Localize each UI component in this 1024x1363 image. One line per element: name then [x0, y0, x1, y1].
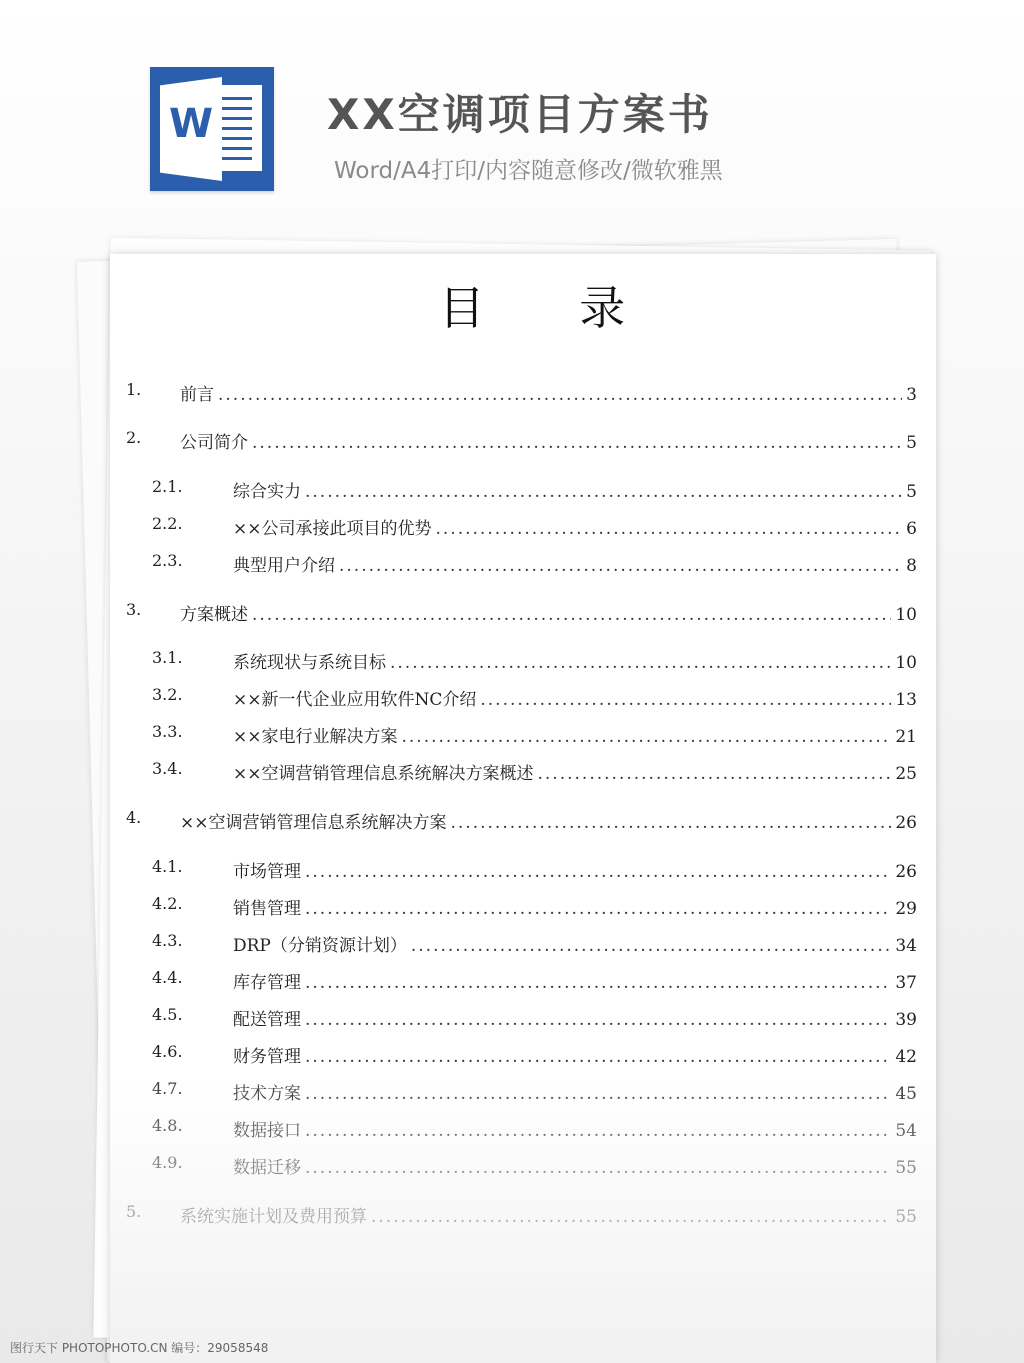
toc-dot-leader [305, 899, 891, 919]
toc-entry-number: 2. [126, 428, 142, 447]
toc-entry-number: 1. [126, 380, 142, 399]
toc-entry-number: 4.6. [152, 1042, 183, 1061]
toc-entry-page: 37 [895, 973, 917, 993]
toc-entry-number: 3.2. [152, 685, 183, 704]
toc-entry-label: 配送管理 [233, 1010, 301, 1030]
toc-entry-page: 13 [895, 690, 917, 710]
toc-entry[interactable] [152, 551, 917, 577]
toc-entry-number: 3.4. [152, 759, 183, 778]
toc-entry-label: 数据迁移 [233, 1158, 301, 1178]
toc-entry[interactable] [152, 759, 917, 785]
toc-entry-page: 3 [906, 385, 917, 405]
toc-entry-label: 财务管理 [233, 1047, 301, 1067]
toc-entry-page: 25 [895, 764, 917, 784]
toc-entry-page: 10 [895, 605, 917, 625]
toc-entry-label: ××空调营销管理信息系统解决方案概述 [233, 764, 534, 784]
toc-dot-leader [436, 519, 903, 539]
toc-entry-label: 系统现状与系统目标 [233, 653, 386, 673]
toc-entry-page: 5 [906, 482, 917, 502]
toc-dot-leader [305, 973, 891, 993]
toc-entry[interactable] [152, 1005, 917, 1031]
toc-entry[interactable] [152, 1116, 917, 1142]
toc-entry[interactable] [152, 685, 917, 711]
toc-entry-label: 系统实施计划及费用预算 [180, 1207, 367, 1227]
toc-entry[interactable] [126, 428, 917, 454]
toc-entry-page: 8 [906, 556, 917, 576]
toc-entry-number: 3. [126, 600, 142, 619]
toc-dot-leader [305, 482, 902, 502]
toc-entry-number: 4.8. [152, 1116, 183, 1135]
toc-entry-number: 5. [126, 1202, 142, 1221]
toc-entry-number: 2.2. [152, 514, 183, 533]
toc-entry[interactable] [152, 857, 917, 883]
toc-dot-leader [305, 862, 891, 882]
toc-entry-label: ××公司承接此项目的优势 [233, 519, 432, 539]
toc-entry-page: 54 [895, 1121, 917, 1141]
toc-entry-number: 4. [126, 808, 142, 827]
toc-entry-label: 技术方案 [233, 1084, 301, 1104]
toc-entry[interactable] [152, 514, 917, 540]
toc-entry-number: 4.3. [152, 931, 183, 950]
toc-entry-label: ××新一代企业应用软件NC介绍 [233, 690, 477, 710]
toc-entry-page: 5 [906, 433, 917, 453]
toc-title: 目 录 [438, 281, 666, 335]
toc-dot-leader [402, 727, 892, 747]
toc-entry-page: 21 [895, 727, 917, 747]
toc-dot-leader [411, 936, 891, 956]
toc-entry-label: ××空调营销管理信息系统解决方案 [180, 813, 447, 833]
toc-dot-leader [371, 1207, 891, 1227]
toc-entry-page: 29 [895, 899, 917, 919]
toc-entry[interactable] [126, 808, 917, 834]
toc-entry-number: 4.4. [152, 968, 183, 987]
toc-dot-leader [252, 433, 902, 453]
toc-dot-leader [305, 1047, 891, 1067]
toc-entry-number: 4.7. [152, 1079, 183, 1098]
toc-entry-number: 4.2. [152, 894, 183, 913]
toc-entry[interactable] [126, 1202, 917, 1228]
toc-entry[interactable] [152, 968, 917, 994]
toc-entry[interactable] [152, 894, 917, 920]
toc-entry-label: 销售管理 [233, 899, 301, 919]
toc-entry-label: 市场管理 [233, 862, 301, 882]
toc-entry-number: 3.3. [152, 722, 183, 741]
toc-entry-label: 库存管理 [233, 973, 301, 993]
toc-dot-leader [390, 653, 891, 673]
toc-entry-label: 前言 [180, 385, 214, 405]
toc-entry-label: 公司简介 [180, 433, 248, 453]
toc-entry-number: 3.1. [152, 648, 183, 667]
page-title: XX空调项目方案书 [327, 90, 713, 139]
toc-entry-number: 4.5. [152, 1005, 183, 1024]
toc-entry-number: 2.3. [152, 551, 183, 570]
toc-entry-number: 2.1. [152, 477, 183, 496]
toc-entry-number: 4.9. [152, 1153, 183, 1172]
toc-entry-page: 34 [895, 936, 917, 956]
toc-entry[interactable] [152, 648, 917, 674]
toc-entry-label: DRP（分销资源计划） [233, 936, 407, 956]
toc-entry-number: 4.1. [152, 857, 183, 876]
toc-entry-label: 方案概述 [180, 605, 248, 625]
toc-entry[interactable] [152, 477, 917, 503]
toc-entry-label: ××家电行业解决方案 [233, 727, 398, 747]
toc-entry-page: 55 [895, 1158, 917, 1178]
toc-entry[interactable] [152, 1153, 917, 1179]
toc-dot-leader [339, 556, 902, 576]
toc-entry-label: 典型用户介绍 [233, 556, 335, 576]
toc-dot-leader [305, 1158, 891, 1178]
toc-entry-label: 综合实力 [233, 482, 301, 502]
toc-entry-label: 数据接口 [233, 1121, 301, 1141]
toc-entry[interactable] [126, 600, 917, 626]
toc-entry[interactable] [152, 1042, 917, 1068]
toc-entry-page: 45 [895, 1084, 917, 1104]
toc-dot-leader [451, 813, 892, 833]
toc-entry[interactable] [152, 1079, 917, 1105]
toc-dot-leader [305, 1084, 891, 1104]
toc-entry-page: 42 [895, 1047, 917, 1067]
toc-entry-page: 26 [895, 813, 917, 833]
toc-entry-page: 26 [895, 862, 917, 882]
toc-dot-leader [538, 764, 892, 784]
toc-dot-leader [305, 1121, 891, 1141]
toc-entry-page: 10 [895, 653, 917, 673]
toc-entry-page: 39 [895, 1010, 917, 1030]
toc-entry-page: 6 [906, 519, 917, 539]
page-subtitle: Word/A4打印/内容随意修改/微软雅黑 [334, 158, 723, 184]
toc-entry[interactable] [152, 722, 917, 748]
toc-dot-leader [305, 1010, 891, 1030]
word-w-letter: W [168, 101, 214, 147]
toc-dot-leader [252, 605, 891, 625]
toc-entry-page: 55 [895, 1207, 917, 1227]
toc-dot-leader [218, 385, 902, 405]
toc-entry[interactable] [126, 380, 917, 406]
watermark: 图行天下 PHOTOPHOTO.CN 编号：29058548 [10, 1341, 269, 1355]
toc-entry[interactable] [152, 931, 917, 957]
toc-dot-leader [480, 690, 891, 710]
